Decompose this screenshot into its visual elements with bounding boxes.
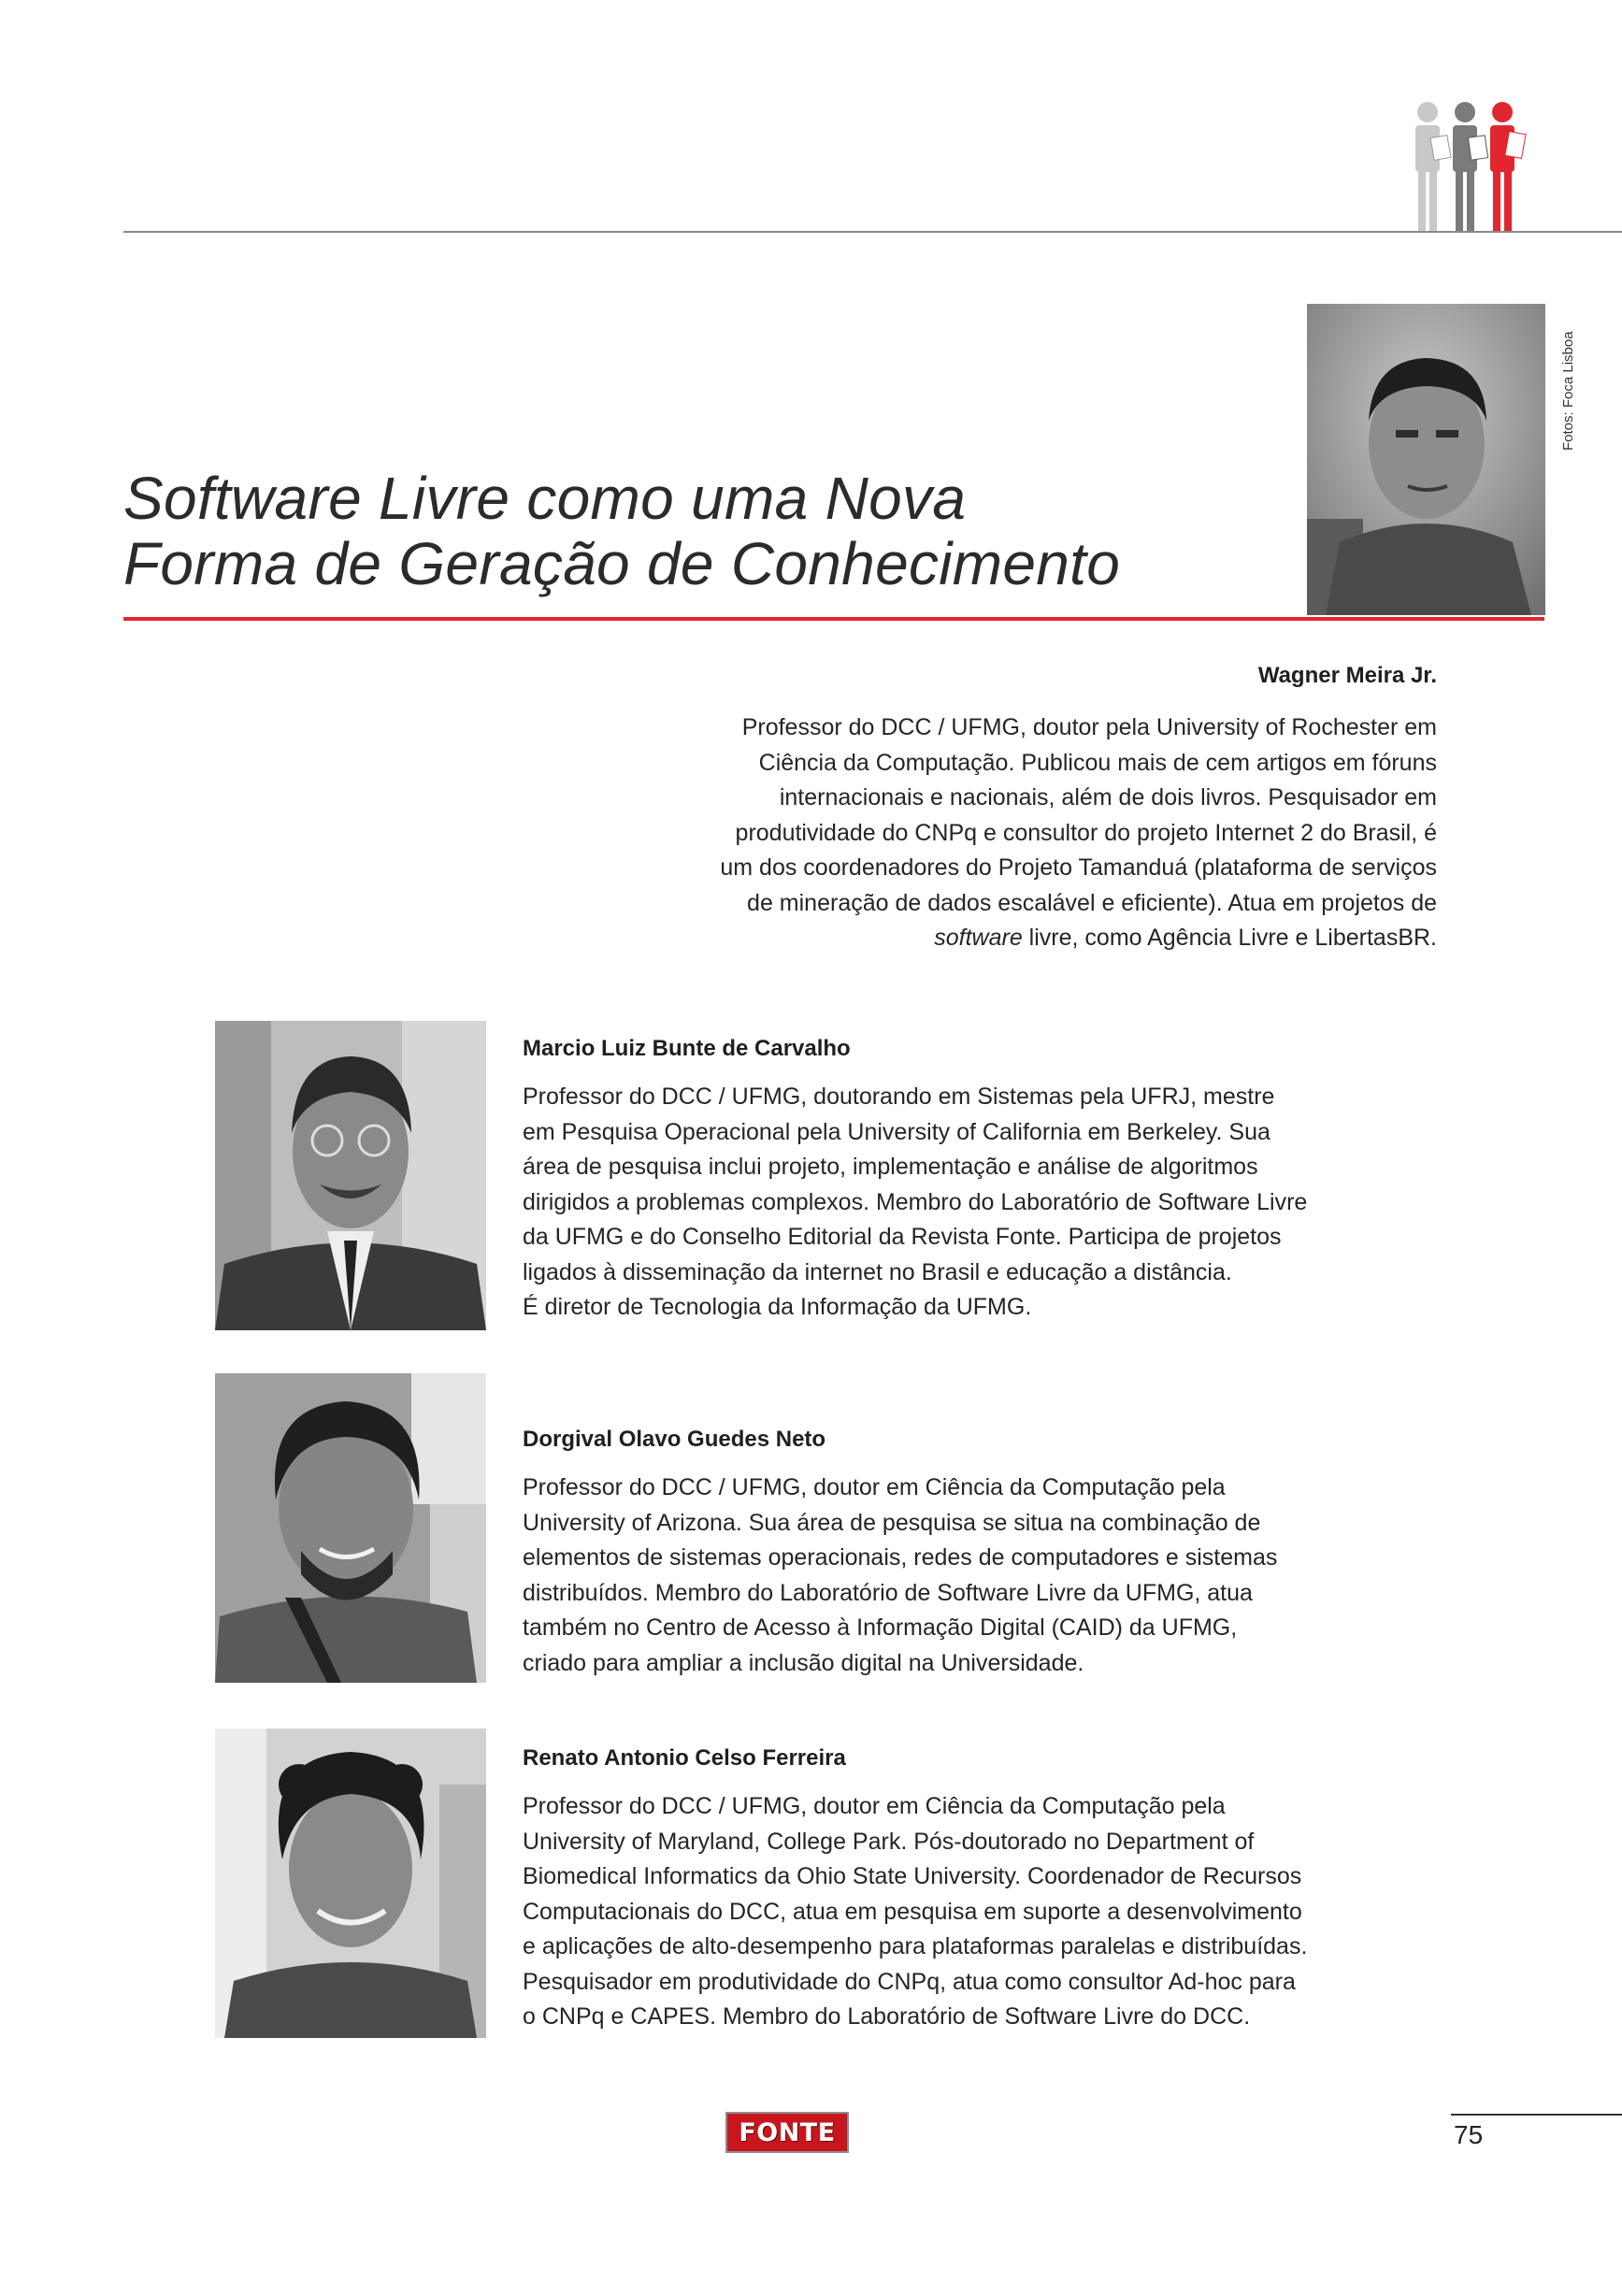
bio-line: Professor do DCC / UFMG, doutor pela University of Rochester em — [741, 714, 1437, 740]
author-bio — [523, 1080, 1457, 1326]
page-number-rule — [1451, 2114, 1622, 2116]
photo-credit: Fotos: Foca Lisboa — [1560, 331, 1576, 451]
dorgival-guedes-portrait — [215, 1373, 486, 1683]
bio-line: da UFMG e do Conselho Editorial da Revista Fonte. Participa de projetos — [523, 1224, 1282, 1250]
renato-ferreira-portrait — [215, 1729, 486, 2038]
author-name: Wagner Meira Jr. — [1257, 663, 1437, 688]
bio-line: É diretor de Tecnologia da Informação da UFMG. — [523, 1294, 1032, 1320]
author-block-dorgival — [523, 1424, 1457, 1681]
lead-author-block — [577, 660, 1437, 956]
bio-line-rest: livre, como Agência Livre e LibertasBR. — [1022, 925, 1437, 951]
bio-line: o CNPq e CAPES. Membro do Laboratório de Software Livre do DCC. — [523, 2003, 1251, 2030]
author-bio — [577, 710, 1437, 956]
bio-line: University of Maryland, College Park. Pós-doutorado no Department of — [523, 1828, 1255, 1855]
header-rule — [123, 231, 1622, 233]
bio-line: de mineração de dados escalável e eficiente). Atua em projetos de — [747, 889, 1437, 916]
bio-line: dirigidos a problemas complexos. Membro do Laboratório de Software Livre — [523, 1188, 1308, 1215]
bio-line: Pesquisador em produtividade do CNPq, atua como consultor Ad-hoc para — [523, 1968, 1296, 1995]
bio-line: Professor do DCC / UFMG, doutorando em Sistemas pela UFRJ, mestre — [523, 1083, 1275, 1110]
bio-line: Professor do DCC / UFMG, doutor em Ciência da Computação pela — [523, 1793, 1226, 1819]
page-number: 75 — [1454, 2120, 1484, 2149]
bio-line: e aplicações de alto-desempenho para plataformas paralelas e distribuídas. — [523, 1933, 1308, 1959]
bio-line: produtividade do CNPq e consultor do projeto Internet 2 do Brasil, é — [735, 819, 1437, 846]
bio-line: University of Arizona. Sua área de pesquisa se situa na combinação de — [523, 1509, 1261, 1536]
fonte-logo-text: FONTE — [739, 2117, 836, 2147]
author-name: Renato Antonio Celso Ferreira — [523, 1745, 846, 1771]
author-name: Dorgival Olavo Guedes Neto — [523, 1427, 826, 1452]
bio-line: também no Centro de Acesso à Informação Digital (CAID) da UFMG, — [523, 1614, 1238, 1641]
fonte-logo — [725, 2112, 849, 2153]
bio-line: Biomedical Informatics da Ohio State University. Coordenador de Recursos — [523, 1863, 1302, 1889]
bio-line: ligados à disseminação da internet no Brasil e educação a distância. — [523, 1258, 1232, 1285]
bio-line: Ciência da Computação. Publicou mais de cem artigos em fóruns — [758, 749, 1437, 776]
people-logo-icon — [1402, 99, 1533, 234]
author-bio — [523, 1471, 1457, 1681]
title-rule — [123, 617, 1544, 621]
bio-line: Professor do DCC / UFMG, doutor em Ciência da Computação pela — [523, 1474, 1226, 1500]
title-line-2: Forma de Geração de Conhecimento — [123, 530, 1121, 597]
bio-line: um dos coordenadores do Projeto Tamanduá (plataforma de serviços — [720, 854, 1437, 881]
bio-line: elementos de sistemas operacionais, redes de computadores e sistemas — [523, 1544, 1278, 1571]
italic-word: software — [934, 925, 1023, 951]
bio-line: internacionais e nacionais, além de dois livros. Pesquisador em — [779, 784, 1437, 811]
bio-line: em Pesquisa Operacional pela University of California em Berkeley. Sua — [523, 1118, 1270, 1145]
bio-line: área de pesquisa inclui projeto, implementação e análise de algoritmos — [523, 1154, 1258, 1180]
marcio-carvalho-portrait — [215, 1021, 486, 1330]
bio-line-last — [577, 921, 1437, 956]
title-line-1: Software Livre como uma Nova — [123, 465, 967, 532]
article-title — [123, 466, 1245, 596]
author-name: Marcio Luiz Bunte de Carvalho — [523, 1036, 851, 1061]
bio-line: criado para ampliar a inclusão digital na Universidade. — [523, 1649, 1084, 1676]
wagner-meira-portrait — [1307, 304, 1545, 615]
author-bio — [523, 1789, 1457, 2035]
bio-line: Computacionais do DCC, atua em pesquisa em suporte a desenvolvimento — [523, 1898, 1302, 1925]
author-block-renato — [523, 1743, 1457, 2035]
bio-line: distribuídos. Membro do Laboratório de Software Livre da UFMG, atua — [523, 1579, 1253, 1606]
author-block-marcio — [523, 1033, 1457, 1326]
